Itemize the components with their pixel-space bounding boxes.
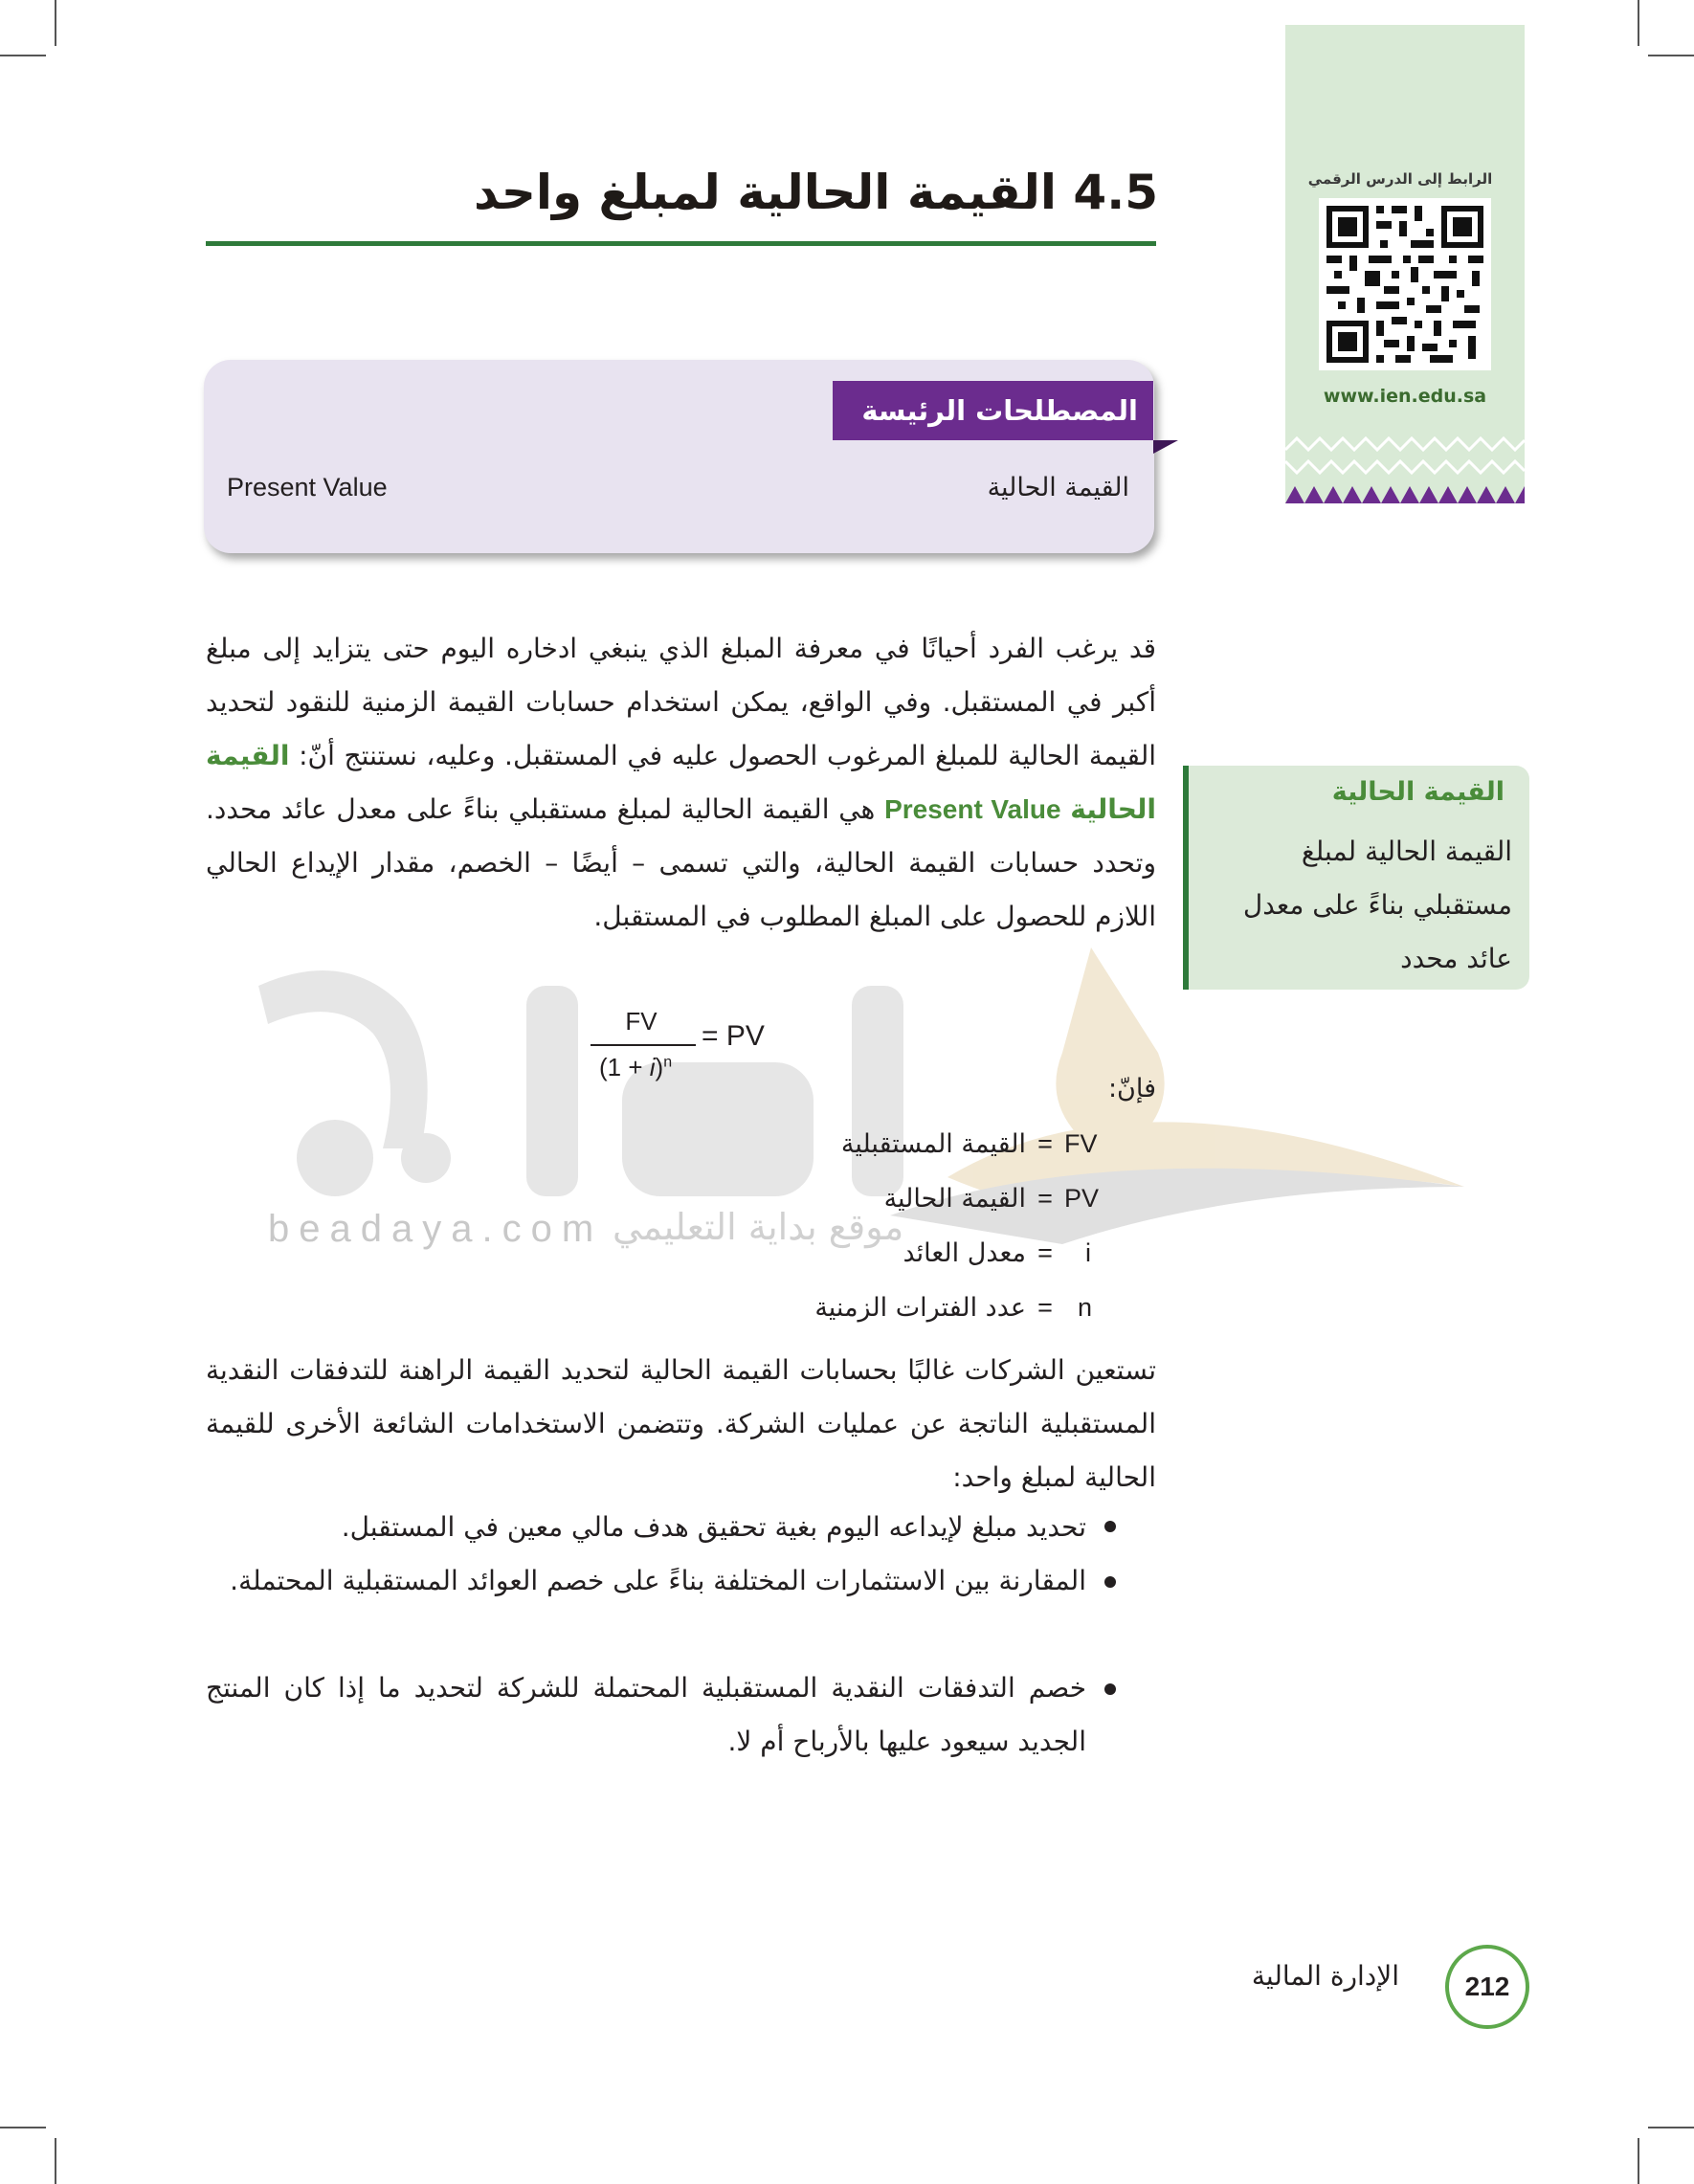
key-term-arabic: القيمة الحالية xyxy=(987,473,1129,502)
footer-subject: الإدارة المالية xyxy=(1251,1960,1399,1992)
watermark-label: موقع بداية التعليمي xyxy=(613,1206,904,1248)
key-terms-tag-fold xyxy=(1153,440,1178,454)
crop-mark xyxy=(1638,2138,1639,2184)
present-value-highlight-ar: القيمة الحالية xyxy=(206,740,1157,825)
formula-denominator xyxy=(599,1053,672,1082)
since-label: فإنّ: xyxy=(1107,1074,1156,1103)
definition-description: القيمة الحالية xyxy=(883,1184,1026,1214)
definition-row xyxy=(727,1238,1120,1281)
definition-equals: = xyxy=(1037,1129,1053,1158)
crop-mark xyxy=(1648,55,1694,56)
formula-den-var: i xyxy=(649,1053,656,1081)
uses-paragraph: تستعين الشركات غالبًا بحسابات القيمة الحالية لتحديد القيمة الراهنة للتدفقات النقدية المستقبلية الناتجة عن عمليات الشركة. وتتضمن الاستخدامات الشائعة الأخرى للقيمة الحالية لمبلغ واحد: xyxy=(206,1354,1156,1493)
lesson-title: 4.5 القيمة الحالية لمبلغ واحد xyxy=(474,165,1158,220)
key-terms-heading xyxy=(833,381,1153,440)
definition-equals: = xyxy=(1037,1184,1053,1213)
bullet-dot-icon xyxy=(1104,1576,1116,1588)
definition-symbol: FV xyxy=(1064,1129,1098,1158)
crop-mark xyxy=(0,55,46,56)
intro-paragraph xyxy=(206,622,1156,944)
definition-equals: = xyxy=(1037,1238,1053,1267)
definition-description: عدد الفترات الزمنية xyxy=(814,1293,1026,1323)
qr-label: الرابط إلى الدرس الرقمي xyxy=(1307,170,1493,188)
margin-note-body: القيمة الحالية لمبلغ مستقبلي بناءً على معدل عائد محدد xyxy=(1242,836,1512,974)
list-item: خصم التدفقات النقدية المستقبلية المحتملة للشركة لتحديد ما إذا كان المنتج الجديد سيعود عليها بالأرباح أم لا. xyxy=(206,1672,1086,1757)
definition-symbol: PV xyxy=(1064,1184,1100,1213)
definition-equals: = xyxy=(1037,1293,1053,1322)
formula-den-open: (1 + xyxy=(599,1053,650,1081)
definition-symbol: i xyxy=(1085,1238,1091,1267)
present-value-highlight-en: Present Value xyxy=(884,794,1061,824)
crop-mark xyxy=(55,2138,56,2184)
list-item: تحديد مبلغ لإيداعه اليوم بغية تحقيق هدف مالي معين في المستقبل. xyxy=(341,1511,1086,1543)
title-underline xyxy=(206,241,1156,246)
definition-row xyxy=(727,1293,1120,1335)
qr-code-icon xyxy=(1319,198,1491,370)
formula-exponent: n xyxy=(663,1054,673,1071)
bullet-dot-icon xyxy=(1104,1683,1116,1695)
crop-mark xyxy=(1638,0,1639,46)
watermark-site: beadaya.com xyxy=(268,1208,604,1250)
definition-description: معدل العائد xyxy=(903,1238,1026,1268)
key-term-english: Present Value xyxy=(227,473,388,501)
digital-lesson-url[interactable]: www.ien.edu.sa xyxy=(1323,386,1487,407)
crop-mark xyxy=(55,0,56,46)
formula-den-close: ) xyxy=(655,1053,664,1081)
intro-rest: هي القيمة الحالية لمبلغ مستقبلي بناءً على معدل عائد محدد. وتحدد حسابات القيمة الحالية، والتي تسمى – أيضًا – الخصم، مقدار الإيداع الحالي اللازم للحصول على المبلغ المطلوب في المستقبل. xyxy=(206,793,1156,932)
qr-code[interactable] xyxy=(1319,198,1491,370)
formula-lhs: = PV xyxy=(702,1020,765,1052)
formula-numerator: FV xyxy=(625,1007,658,1036)
bullet-dot-icon xyxy=(1104,1521,1116,1532)
definition-row xyxy=(727,1129,1120,1171)
list-item: المقارنة بين الاستثمارات المختلفة بناءً على خصم العوائد المستقبلية المحتملة. xyxy=(230,1565,1086,1596)
decorative-pattern-icon xyxy=(1285,421,1525,503)
definition-description: القيمة المستقبلية xyxy=(840,1129,1026,1159)
definition-symbol: n xyxy=(1078,1293,1093,1322)
margin-note-title: القيمة الحالية xyxy=(1331,777,1505,807)
crop-mark xyxy=(0,2127,46,2128)
formula-fraction-bar xyxy=(591,1044,696,1046)
intro-lead: قد يرغب الفرد أحيانًا في معرفة المبلغ الذي ينبغي ادخاره اليوم حتى يتزايد إلى مبلغ أكبر في المستقبل. وفي الواقع، يمكن استخدام حسابات القيمة الزمنية للنقود لتحديد القيمة الحالية للمبلغ المرغوب الحصول عليه في المستقبل. وعليه، نستنتج أنّ: xyxy=(206,633,1156,771)
key-terms-heading-text: المصطلحات الرئيسة xyxy=(861,394,1138,427)
crop-mark xyxy=(1648,2127,1694,2128)
definition-row xyxy=(727,1184,1120,1226)
page-number: 212 xyxy=(1445,1945,1529,2029)
